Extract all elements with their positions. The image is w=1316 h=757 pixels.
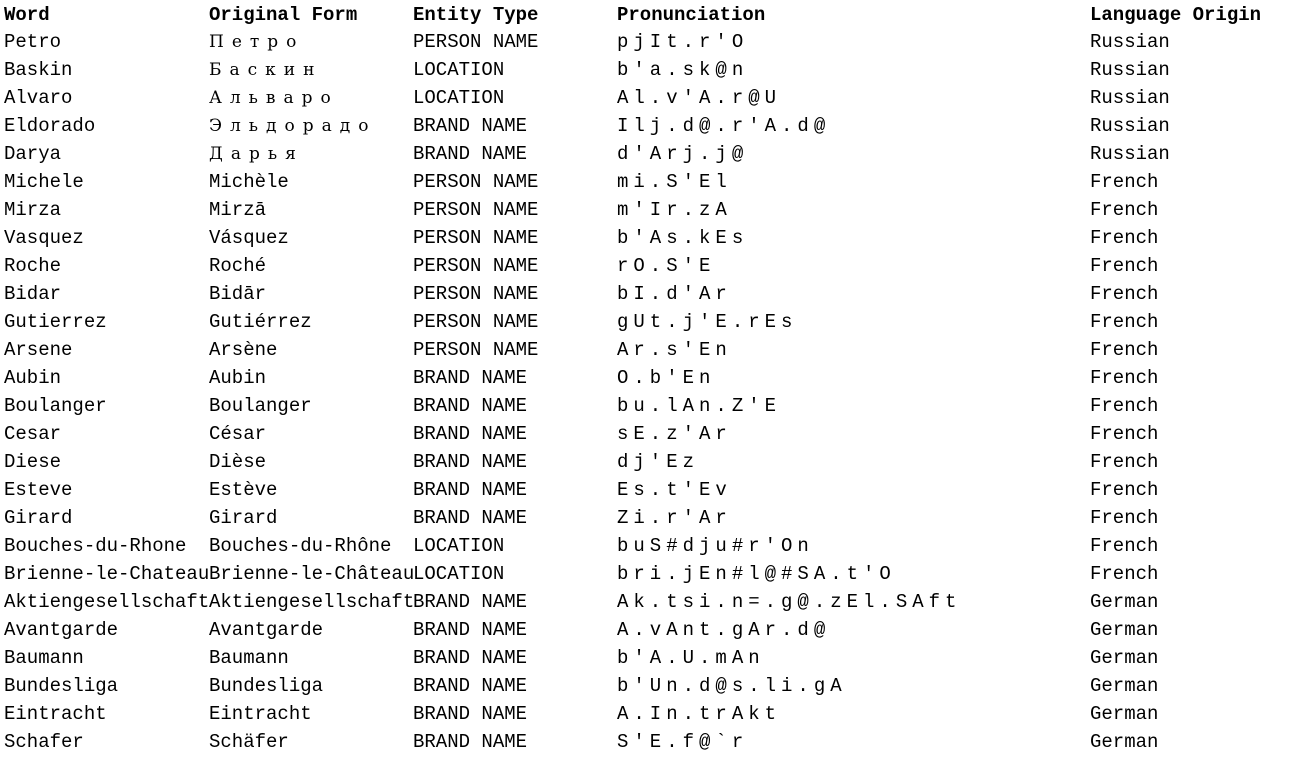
header-original-form: Original Form: [209, 4, 358, 26]
entity-type-cell: LOCATION: [413, 563, 505, 585]
original-form-cell: Дарья: [209, 144, 304, 164]
word-cell: Bidar: [4, 283, 62, 305]
table-row: [4, 644, 1304, 672]
pronunciation-cell: Al.v'A.r@U: [617, 87, 782, 109]
original-form-cell: Schäfer: [209, 731, 289, 753]
table-body: [4, 28, 1304, 756]
language-origin-cell: Russian: [1090, 87, 1170, 109]
word-cell: Alvaro: [4, 87, 73, 109]
pronunciation-cell: bI.d'Ar: [617, 283, 732, 305]
original-form-cell: Girard: [209, 507, 278, 529]
pronunciation-cell: bu.lAn.Z'E: [617, 395, 782, 417]
word-cell: Mirza: [4, 199, 62, 221]
language-origin-cell: French: [1090, 283, 1159, 305]
word-cell: Baskin: [4, 59, 73, 81]
language-origin-cell: German: [1090, 675, 1159, 697]
language-origin-cell: French: [1090, 199, 1159, 221]
pronunciation-cell: Es.t'Ev: [617, 479, 732, 501]
language-origin-cell: German: [1090, 591, 1159, 613]
pronunciation-cell: b'As.kEs: [617, 227, 749, 249]
word-cell: Aubin: [4, 367, 62, 389]
pronunciation-cell: d'Arj.j@: [617, 143, 749, 165]
original-form-cell: Bouches-du-Rhône: [209, 535, 392, 557]
table-row: [4, 364, 1304, 392]
language-origin-cell: French: [1090, 171, 1159, 193]
entity-type-cell: PERSON NAME: [413, 311, 539, 333]
entity-type-cell: BRAND NAME: [413, 451, 528, 473]
table-row: [4, 700, 1304, 728]
original-form-cell: Estève: [209, 479, 278, 501]
entity-type-cell: BRAND NAME: [413, 703, 528, 725]
original-form-cell: César: [209, 423, 267, 445]
original-form-cell: Roché: [209, 255, 267, 277]
entity-type-cell: BRAND NAME: [413, 675, 528, 697]
word-cell: Vasquez: [4, 227, 84, 249]
pronunciation-cell: S'E.f@`r: [617, 731, 749, 753]
pronunciation-cell: gUt.j'E.rEs: [617, 311, 798, 333]
pronunciation-cell: b'a.sk@n: [617, 59, 749, 81]
word-cell: Bouches-du-Rhone: [4, 535, 187, 557]
table-row: [4, 448, 1304, 476]
language-origin-cell: French: [1090, 423, 1159, 445]
table-row: [4, 168, 1304, 196]
language-origin-cell: German: [1090, 731, 1159, 753]
language-origin-cell: French: [1090, 227, 1159, 249]
language-origin-cell: Russian: [1090, 59, 1170, 81]
entity-type-cell: PERSON NAME: [413, 227, 539, 249]
word-cell: Arsene: [4, 339, 73, 361]
pronunciation-cell: m'Ir.zA: [617, 199, 732, 221]
table-row: [4, 560, 1304, 588]
language-origin-cell: French: [1090, 367, 1159, 389]
table-row: [4, 420, 1304, 448]
language-origin-cell: French: [1090, 451, 1159, 473]
header-language-origin: Language Origin: [1090, 4, 1262, 26]
table-row: [4, 672, 1304, 700]
original-form-cell: Vásquez: [209, 227, 289, 249]
word-table: [4, 2, 1304, 756]
entity-type-cell: LOCATION: [413, 87, 505, 109]
word-cell: Brienne-le-Chateau: [4, 563, 210, 585]
original-form-cell: Эльдорадо: [209, 116, 377, 136]
language-origin-cell: French: [1090, 339, 1159, 361]
original-form-cell: Michèle: [209, 171, 289, 193]
original-form-cell: Баскин: [209, 60, 323, 80]
table-row: [4, 728, 1304, 756]
table-row: [4, 392, 1304, 420]
word-cell: Cesar: [4, 423, 62, 445]
language-origin-cell: French: [1090, 479, 1159, 501]
original-form-cell: Альваро: [209, 88, 339, 108]
original-form-cell: Avantgarde: [209, 619, 324, 641]
pronunciation-cell: mi.S'El: [617, 171, 732, 193]
pronunciation-cell: b'Un.d@s.li.gA: [617, 675, 847, 697]
word-cell: Eldorado: [4, 115, 96, 137]
language-origin-cell: German: [1090, 647, 1159, 669]
entity-type-cell: BRAND NAME: [413, 591, 528, 613]
word-cell: Aktiengesellschaft: [4, 591, 210, 613]
pronunciation-cell: dj'Ez: [617, 451, 700, 473]
language-origin-cell: French: [1090, 395, 1159, 417]
entity-type-cell: PERSON NAME: [413, 283, 539, 305]
entity-type-cell: PERSON NAME: [413, 255, 539, 277]
original-form-cell: Arsène: [209, 339, 278, 361]
word-cell: Avantgarde: [4, 619, 119, 641]
entity-type-cell: BRAND NAME: [413, 731, 528, 753]
table-row: [4, 56, 1304, 84]
table-row: [4, 280, 1304, 308]
table-row: [4, 476, 1304, 504]
table-row: [4, 252, 1304, 280]
entity-type-cell: LOCATION: [413, 535, 505, 557]
table-row: [4, 616, 1304, 644]
word-cell: Bundesliga: [4, 675, 119, 697]
table-header-row: [4, 2, 1304, 28]
pronunciation-cell: Ar.s'En: [617, 339, 732, 361]
original-form-cell: Aktiengesellschaft: [209, 591, 415, 613]
pronunciation-cell: A.vAnt.gAr.d@: [617, 619, 831, 641]
table-row: [4, 336, 1304, 364]
entity-type-cell: BRAND NAME: [413, 619, 528, 641]
entity-type-cell: PERSON NAME: [413, 199, 539, 221]
original-form-cell: Петро: [209, 32, 305, 52]
language-origin-cell: Russian: [1090, 143, 1170, 165]
entity-type-cell: PERSON NAME: [413, 171, 539, 193]
original-form-cell: Bundesliga: [209, 675, 324, 697]
table-row: [4, 504, 1304, 532]
header-pronunciation: Pronunciation: [617, 4, 766, 26]
original-form-cell: Aubin: [209, 367, 267, 389]
word-cell: Eintracht: [4, 703, 107, 725]
entity-type-cell: BRAND NAME: [413, 647, 528, 669]
language-origin-cell: German: [1090, 619, 1159, 641]
table-row: [4, 28, 1304, 56]
table-row: [4, 196, 1304, 224]
pronunciation-cell: pjIt.r'O: [617, 31, 749, 53]
language-origin-cell: French: [1090, 311, 1159, 333]
language-origin-cell: French: [1090, 255, 1159, 277]
pronunciation-cell: Ak.tsi.n=.g@.zEl.SAft: [617, 591, 962, 613]
original-form-cell: Boulanger: [209, 395, 312, 417]
entity-type-cell: BRAND NAME: [413, 423, 528, 445]
table-row: [4, 588, 1304, 616]
table-row: [4, 224, 1304, 252]
header-entity-type: Entity Type: [413, 4, 539, 26]
language-origin-cell: German: [1090, 703, 1159, 725]
original-form-cell: Brienne-le-Château: [209, 563, 415, 585]
word-cell: Darya: [4, 143, 62, 165]
entity-type-cell: BRAND NAME: [413, 479, 528, 501]
pronunciation-cell: Zi.r'Ar: [617, 507, 732, 529]
language-origin-cell: Russian: [1090, 31, 1170, 53]
pronunciation-cell: buS#dju#r'On: [617, 535, 814, 557]
original-form-cell: Dièse: [209, 451, 267, 473]
original-form-cell: Mirzā: [209, 199, 267, 221]
table-row: [4, 532, 1304, 560]
pronunciation-cell: sE.z'Ar: [617, 423, 732, 445]
word-cell: Diese: [4, 451, 62, 473]
language-origin-cell: French: [1090, 507, 1159, 529]
language-origin-cell: French: [1090, 563, 1159, 585]
entity-type-cell: PERSON NAME: [413, 31, 539, 53]
table-row: [4, 112, 1304, 140]
word-cell: Roche: [4, 255, 62, 277]
language-origin-cell: French: [1090, 535, 1159, 557]
original-form-cell: Baumann: [209, 647, 289, 669]
original-form-cell: Bidār: [209, 283, 267, 305]
word-cell: Michele: [4, 171, 84, 193]
pronunciation-cell: Ilj.d@.r'A.d@: [617, 115, 831, 137]
pronunciation-cell: A.In.trAkt: [617, 703, 782, 725]
word-cell: Schafer: [4, 731, 84, 753]
word-cell: Boulanger: [4, 395, 107, 417]
word-cell: Petro: [4, 31, 62, 53]
language-origin-cell: Russian: [1090, 115, 1170, 137]
entity-type-cell: BRAND NAME: [413, 395, 528, 417]
entity-type-cell: PERSON NAME: [413, 339, 539, 361]
entity-type-cell: BRAND NAME: [413, 115, 528, 137]
table-row: [4, 308, 1304, 336]
word-cell: Gutierrez: [4, 311, 107, 333]
pronunciation-cell: bri.jEn#l@#SA.t'O: [617, 563, 896, 585]
original-form-cell: Eintracht: [209, 703, 312, 725]
entity-type-cell: BRAND NAME: [413, 143, 528, 165]
word-cell: Baumann: [4, 647, 84, 669]
entity-type-cell: BRAND NAME: [413, 367, 528, 389]
entity-type-cell: LOCATION: [413, 59, 505, 81]
entity-type-cell: BRAND NAME: [413, 507, 528, 529]
pronunciation-cell: O.b'En: [617, 367, 716, 389]
header-word: Word: [4, 4, 50, 26]
pronunciation-cell: b'A.U.mAn: [617, 647, 765, 669]
pronunciation-cell: rO.S'E: [617, 255, 716, 277]
word-cell: Girard: [4, 507, 73, 529]
original-form-cell: Gutiérrez: [209, 311, 312, 333]
table-row: [4, 140, 1304, 168]
word-cell: Esteve: [4, 479, 73, 501]
table-row: [4, 84, 1304, 112]
